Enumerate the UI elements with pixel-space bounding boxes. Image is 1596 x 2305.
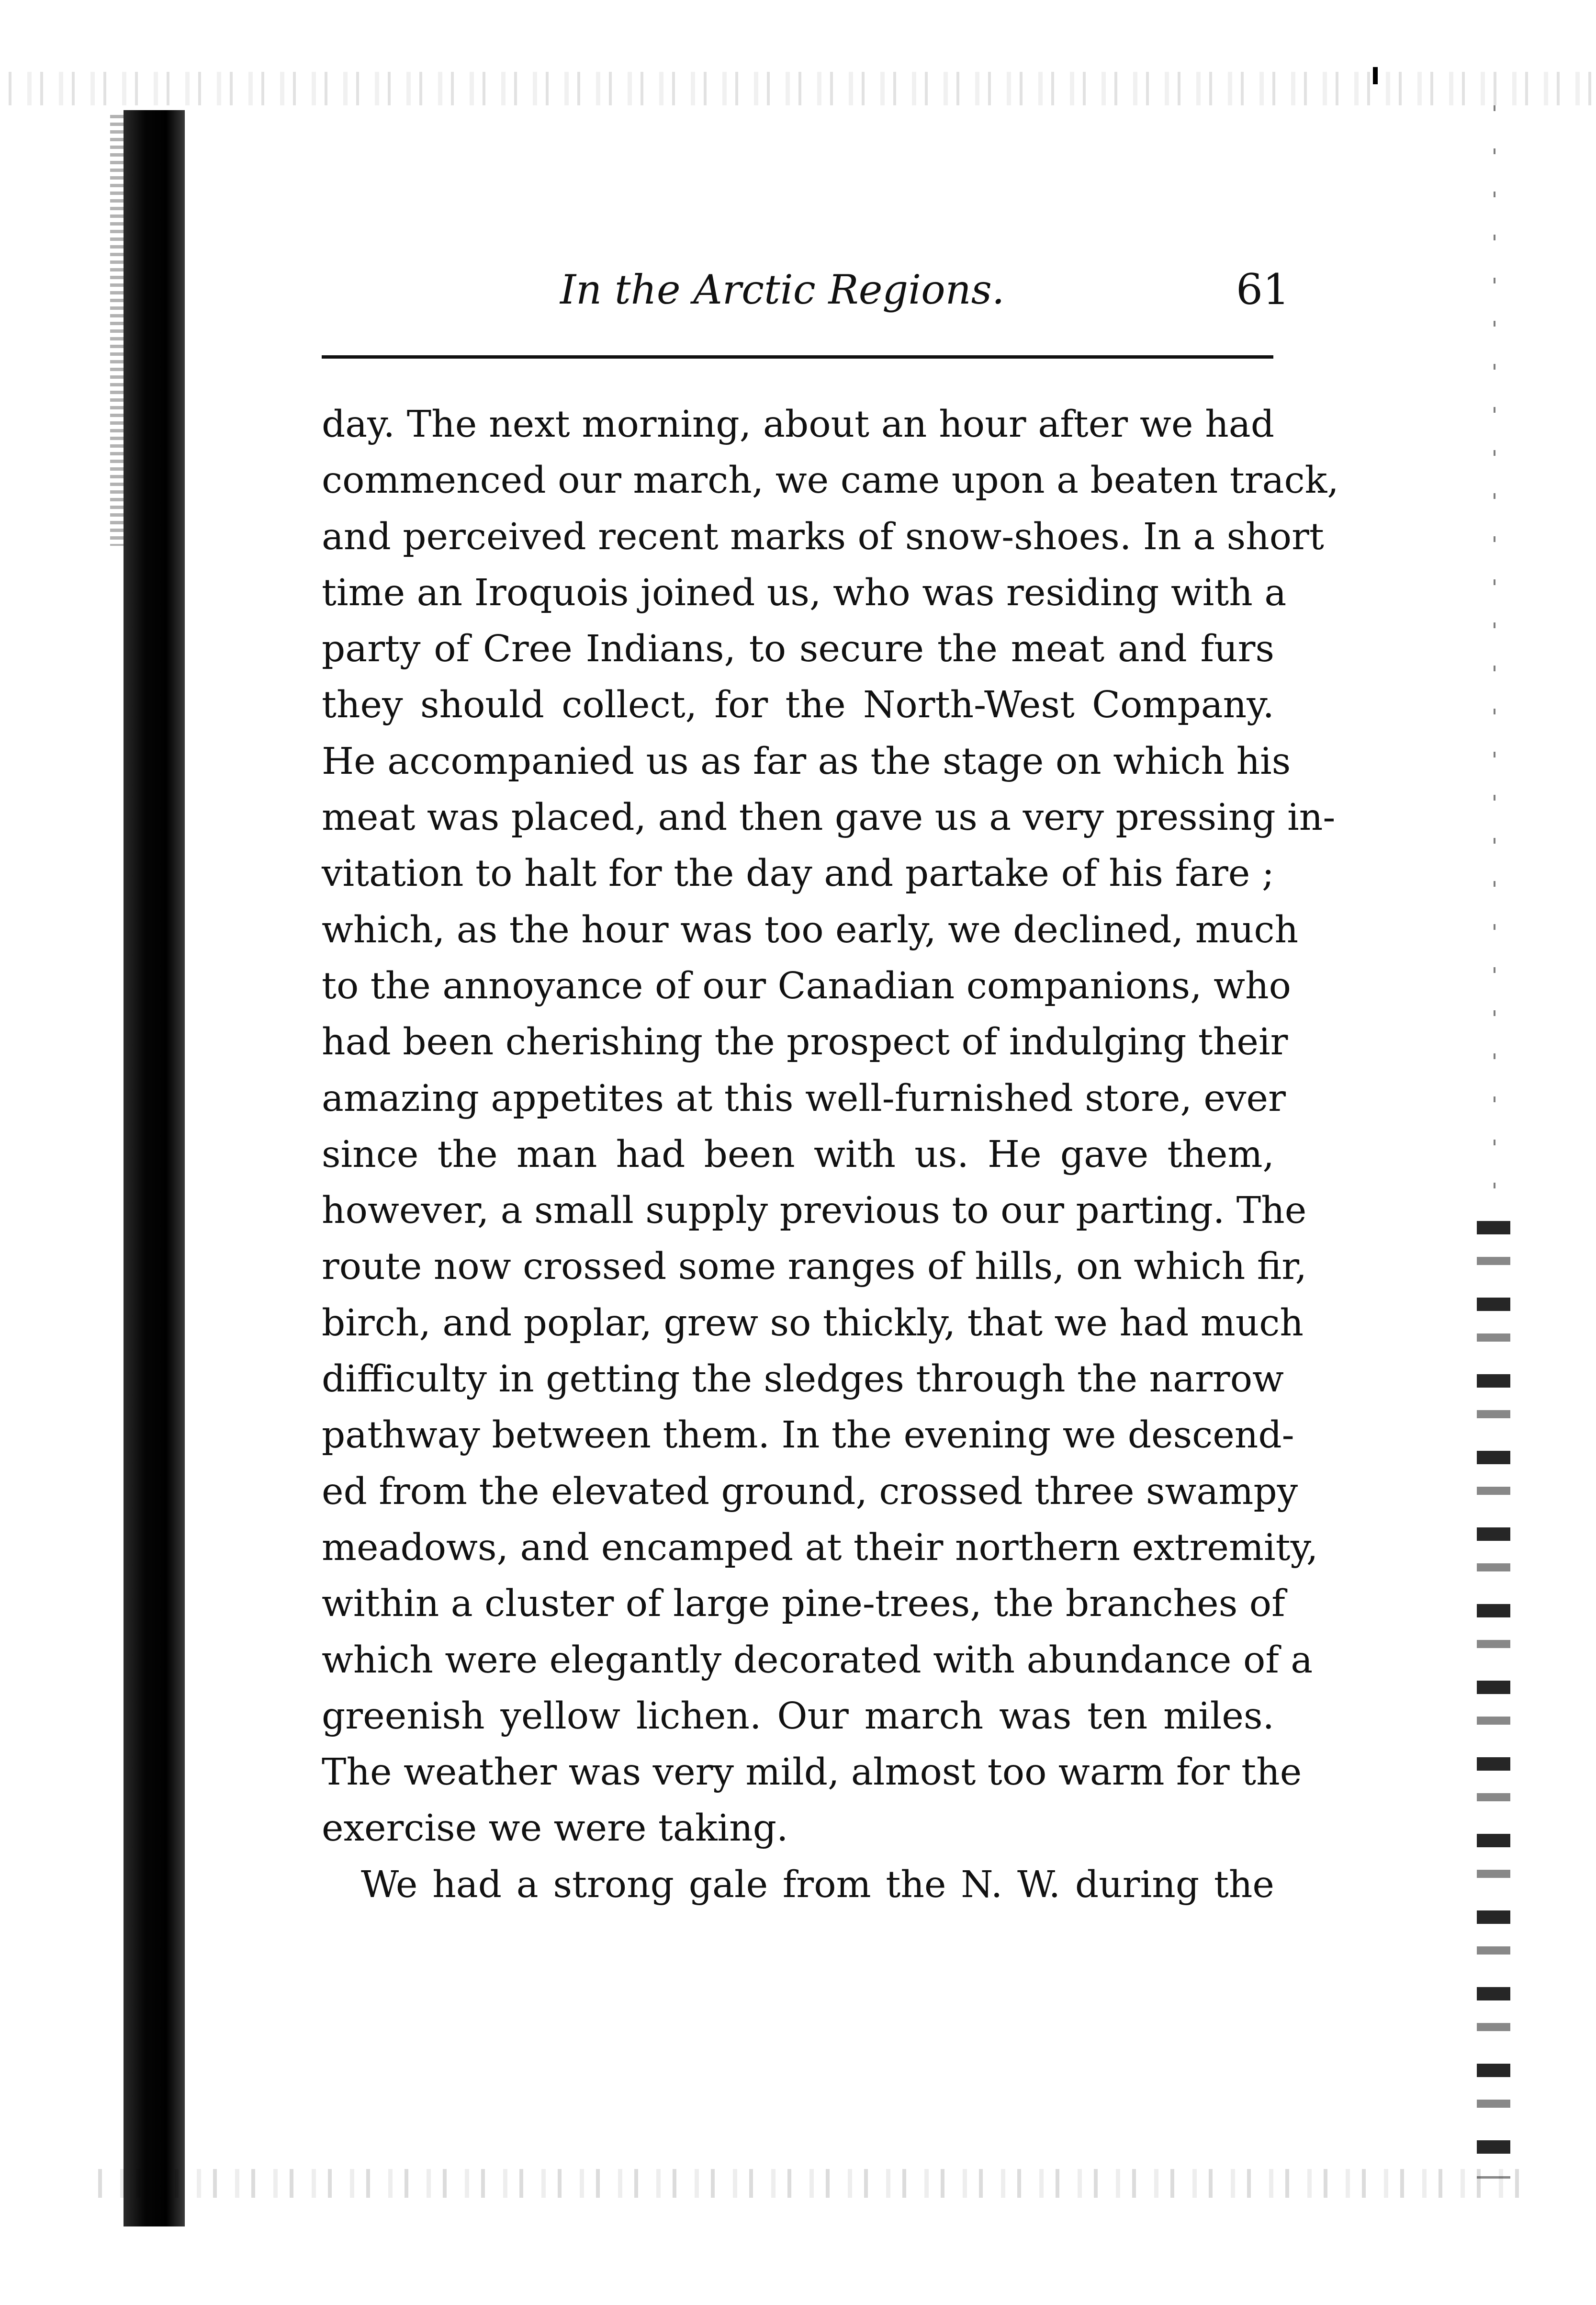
text-line: day. The next morning, about an hour after we had	[322, 403, 1274, 446]
text-line: since the man had been with us. He gave them,	[322, 1133, 1274, 1176]
text-line: birch, and poplar, grew so thickly, that we had much	[322, 1301, 1304, 1345]
text-line: greenish yellow lichen. Our march was ten miles.	[322, 1695, 1274, 1738]
text-line: vitation to halt for the day and partake of his fare ;	[322, 852, 1274, 895]
page-number: 61	[1236, 265, 1290, 314]
scan-bottom-edge	[86, 2169, 1532, 2198]
text-line: pathway between them. In the evening we descend-	[322, 1414, 1294, 1457]
running-head	[0, 259, 1596, 321]
scan-mark	[1373, 67, 1378, 84]
binding-shadow	[124, 110, 185, 2226]
body-text	[322, 396, 1339, 1913]
text-line: amazing appetites at this well-furnished store, ever	[322, 1077, 1286, 1120]
text-line: meat was placed, and then gave us a very pressing in-	[322, 796, 1336, 839]
paragraph-end-line: exercise we were taking.	[322, 1807, 788, 1850]
text-line: The weather was very mild, almost too warm for the	[322, 1751, 1302, 1794]
text-line: route now crossed some ranges of hills, on which fir,	[322, 1245, 1307, 1288]
scan-top-edge	[0, 72, 1596, 105]
text-line: He accompanied us as far as the stage on which his	[322, 740, 1291, 783]
text-line: meadows, and encamped at their northern extremity,	[322, 1526, 1318, 1569]
text-line: to the annoyance of our Canadian companions, who	[322, 964, 1291, 1007]
text-line: difficulty in getting the sledges through the narrow	[322, 1358, 1284, 1401]
text-line: they should collect, for the North-West Company.	[322, 684, 1274, 727]
text-line: however, a small supply previous to our parting. The	[322, 1189, 1307, 1232]
text-line: and perceived recent marks of snow-shoes. In a short	[322, 515, 1324, 558]
text-line: party of Cree Indians, to secure the meat and furs	[322, 628, 1274, 671]
running-head-title: In the Arctic Regions.	[560, 266, 1005, 313]
text-line: which were elegantly decorated with abundance of a	[322, 1638, 1313, 1682]
text-line: time an Iroquois joined us, who was residing with a	[322, 571, 1287, 614]
text-line: had been cherishing the prospect of indulging their	[322, 1021, 1288, 1064]
paragraph-start-line: We had a strong gale from the N. W. during the	[361, 1863, 1274, 1906]
page-edge-marks-dark	[1477, 1221, 1510, 2179]
text-line: which, as the hour was too early, we declined, much	[322, 908, 1299, 951]
text-line: within a cluster of large pine-trees, the branches of	[322, 1582, 1285, 1626]
text-line: ed from the elevated ground, crossed three swampy	[322, 1470, 1298, 1513]
text-line: commenced our march, we came upon a beaten track,	[322, 459, 1339, 502]
header-rule	[322, 355, 1273, 359]
